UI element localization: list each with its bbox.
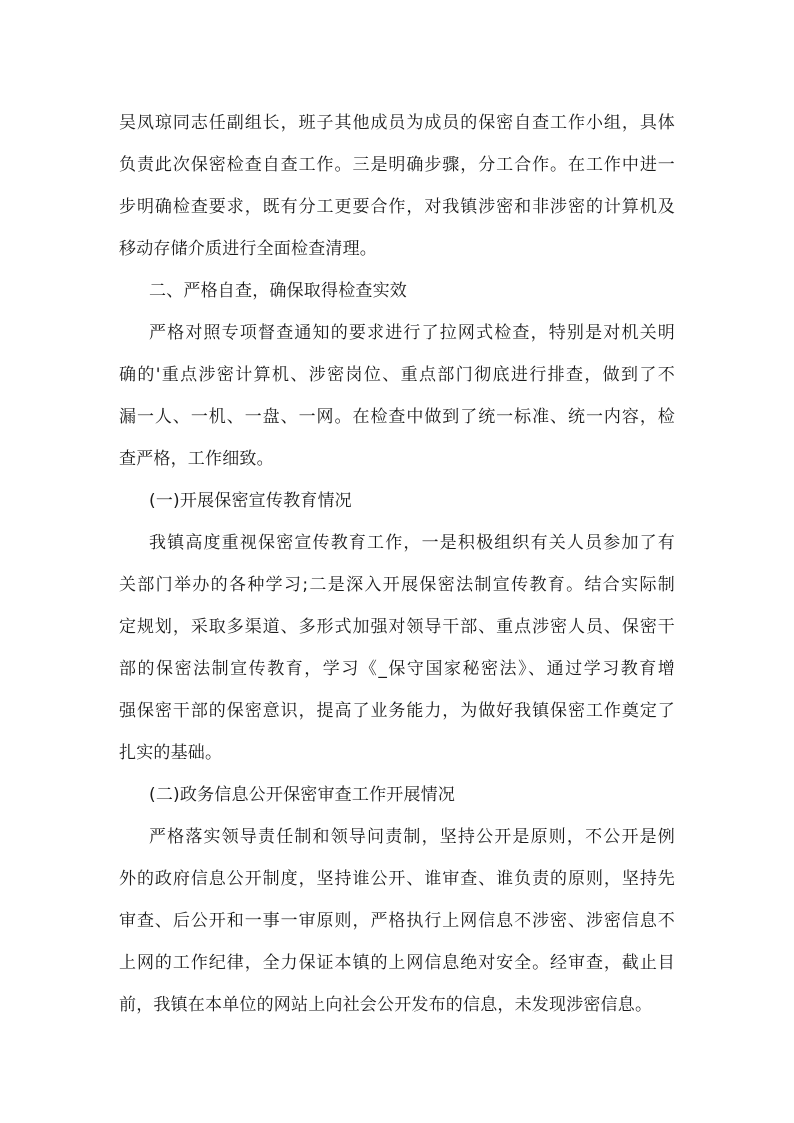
subsection-heading: (二)政务信息公开保密审查工作开展情况	[149, 785, 456, 805]
paragraph-line: 漏一人、一机、一盘、一网。在检查中做到了统一标准、统一内容，检	[119, 407, 675, 427]
paragraph-line: 定规划，采取多渠道、多形式加强对领导干部、重点涉密人员、保密干	[119, 617, 675, 637]
paragraph-line: 上网的工作纪律，全力保证本镇的上网信息绝对安全。经审查，截止目	[119, 953, 675, 973]
subsection-heading-1	[119, 480, 675, 522]
section-heading: 二、严格自查，确保取得检查实效	[149, 281, 407, 301]
paragraph-1	[119, 102, 675, 270]
paragraph-line: 强保密干部的保密意识，提高了业务能力，为做好我镇保密工作奠定了	[119, 701, 675, 721]
paragraph-line: 前，我镇在本单位的网站上向社会公开发布的信息，未发现涉密信息。	[119, 995, 653, 1015]
paragraph-line: 严格落实领导责任制和领导问责制，坚持公开是原则，不公开是例	[149, 827, 675, 847]
subsection-heading-2	[119, 774, 675, 816]
paragraph-line: 步明确检查要求，既有分工更要合作，对我镇涉密和非涉密的计算机及	[119, 197, 675, 217]
paragraph-line: 负责此次保密检查自查工作。三是明确步骤，分工合作。在工作中进一	[119, 155, 675, 175]
paragraph-line: 移动存储介质进行全面检查清理。	[119, 239, 377, 259]
paragraph-5	[119, 522, 675, 774]
paragraph-7	[119, 816, 675, 1026]
document-body	[119, 102, 675, 1026]
paragraph-3	[119, 312, 675, 480]
paragraph-line: 外的政府信息公开制度，坚持谁公开、谁审查、谁负责的原则，坚持先	[119, 869, 675, 889]
paragraph-line: 严格对照专项督查通知的要求进行了拉网式检查，特别是对机关明	[149, 323, 675, 343]
paragraph-line: 我镇高度重视保密宣传教育工作，一是积极组织有关人员参加了有	[149, 533, 675, 553]
paragraph-line: 吴凤琼同志任副组长，班子其他成员为成员的保密自查工作小组，具体	[119, 113, 675, 133]
paragraph-line: 关部门举办的各种学习;二是深入开展保密法制宣传教育。结合实际制	[119, 575, 675, 595]
paragraph-line: 审查、后公开和一事一审原则，严格执行上网信息不涉密、涉密信息不	[119, 911, 675, 931]
paragraph-line: 部的保密法制宣传教育，学习《_保守国家秘密法》、通过学习教育增	[119, 659, 675, 679]
paragraph-line: 查严格，工作细致。	[119, 449, 274, 469]
section-heading-2	[119, 270, 675, 312]
paragraph-line: 确的'重点涉密计算机、涉密岗位、重点部门彻底进行排查，做到了不	[119, 365, 675, 385]
paragraph-line: 扎实的基础。	[119, 743, 223, 763]
subsection-heading: (一)开展保密宣传教育情况	[149, 491, 352, 511]
